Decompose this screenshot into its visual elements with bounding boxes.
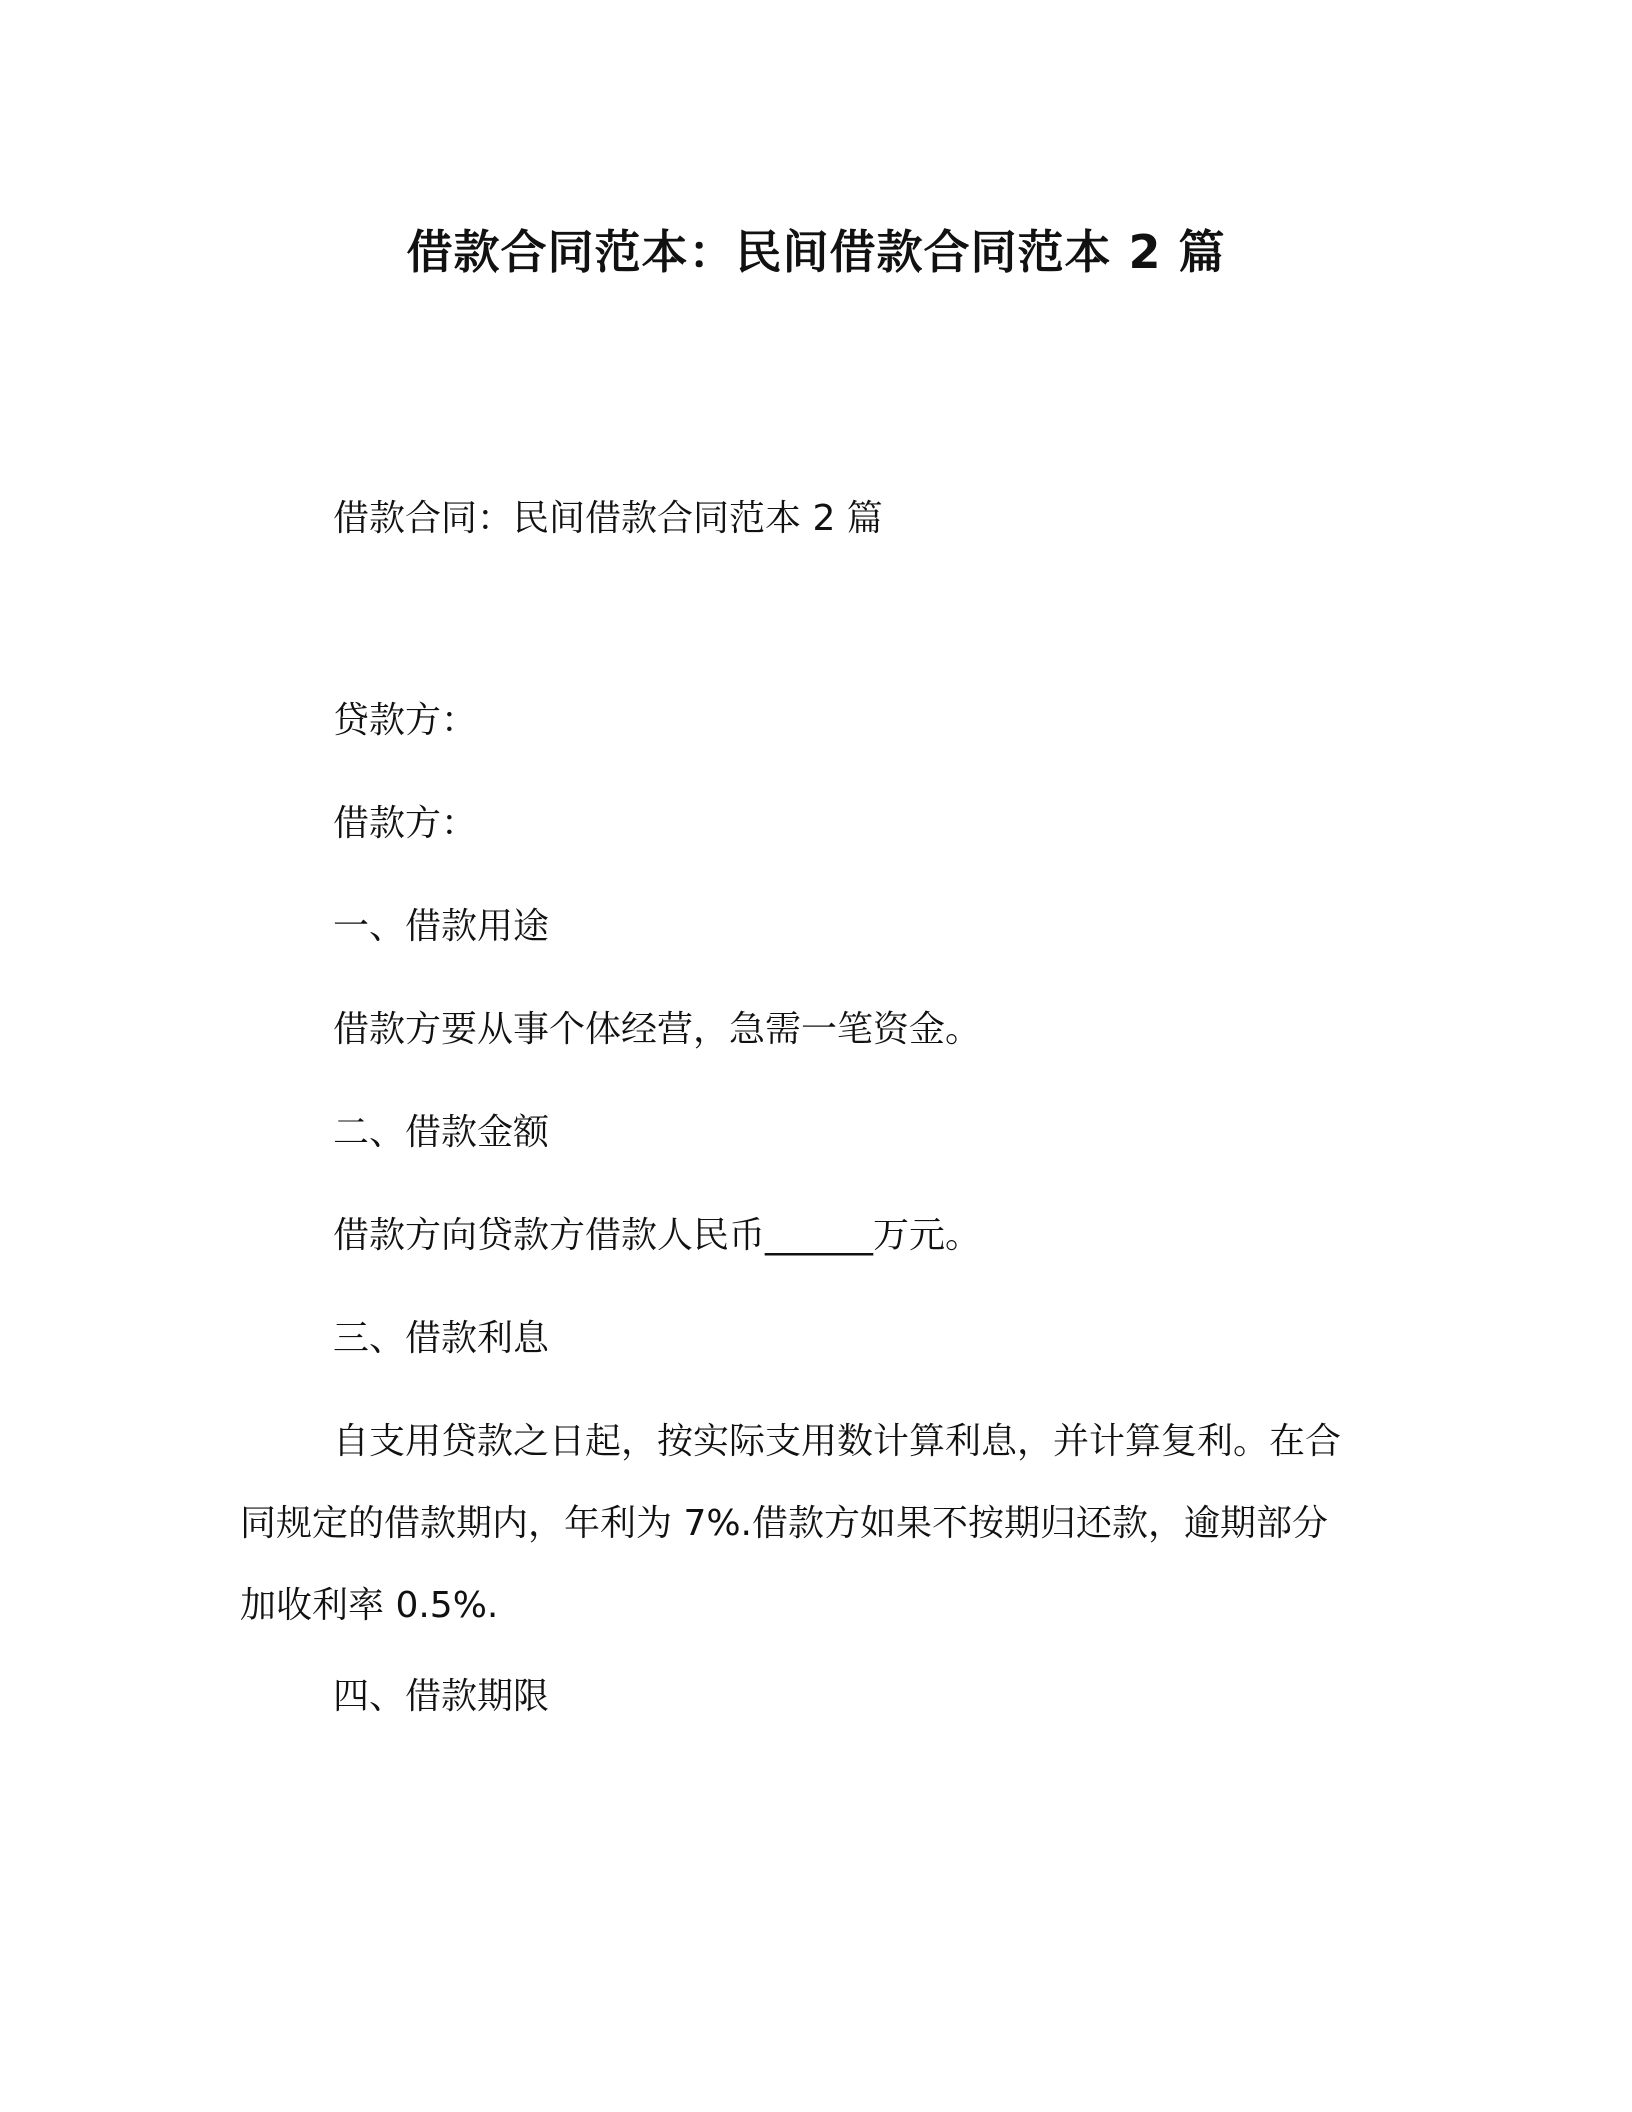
document-subtitle: 借款合同：民间借款合同范本 2 篇: [333, 498, 883, 539]
borrower-label: 借款方：: [333, 803, 478, 844]
section-text-purpose: 借款方要从事个体经营，急需一笔资金。: [333, 1009, 982, 1050]
interest-paragraph-line-2: 同规定的借款期内，年利为 7%.借款方如果不按期归还款，逾期部分: [240, 1503, 1328, 1544]
section-heading-purpose: 一、借款用途: [333, 906, 550, 947]
section-heading-amount: 二、借款金额: [333, 1112, 550, 1153]
section-heading-term: 四、借款期限: [333, 1676, 550, 1717]
interest-paragraph-line-1: 自支用贷款之日起，按实际支用数计算利息，并计算复利。在合: [333, 1421, 1342, 1462]
document-title: 借款合同范本：民间借款合同范本 2 篇: [406, 225, 1226, 279]
lender-label: 贷款方：: [333, 700, 478, 741]
section-heading-interest: 三、借款利息: [333, 1318, 550, 1359]
section-text-amount: 借款方向贷款方借款人民币______万元。: [333, 1215, 982, 1256]
interest-paragraph-line-3: 加收利率 0.5%.: [240, 1585, 499, 1626]
